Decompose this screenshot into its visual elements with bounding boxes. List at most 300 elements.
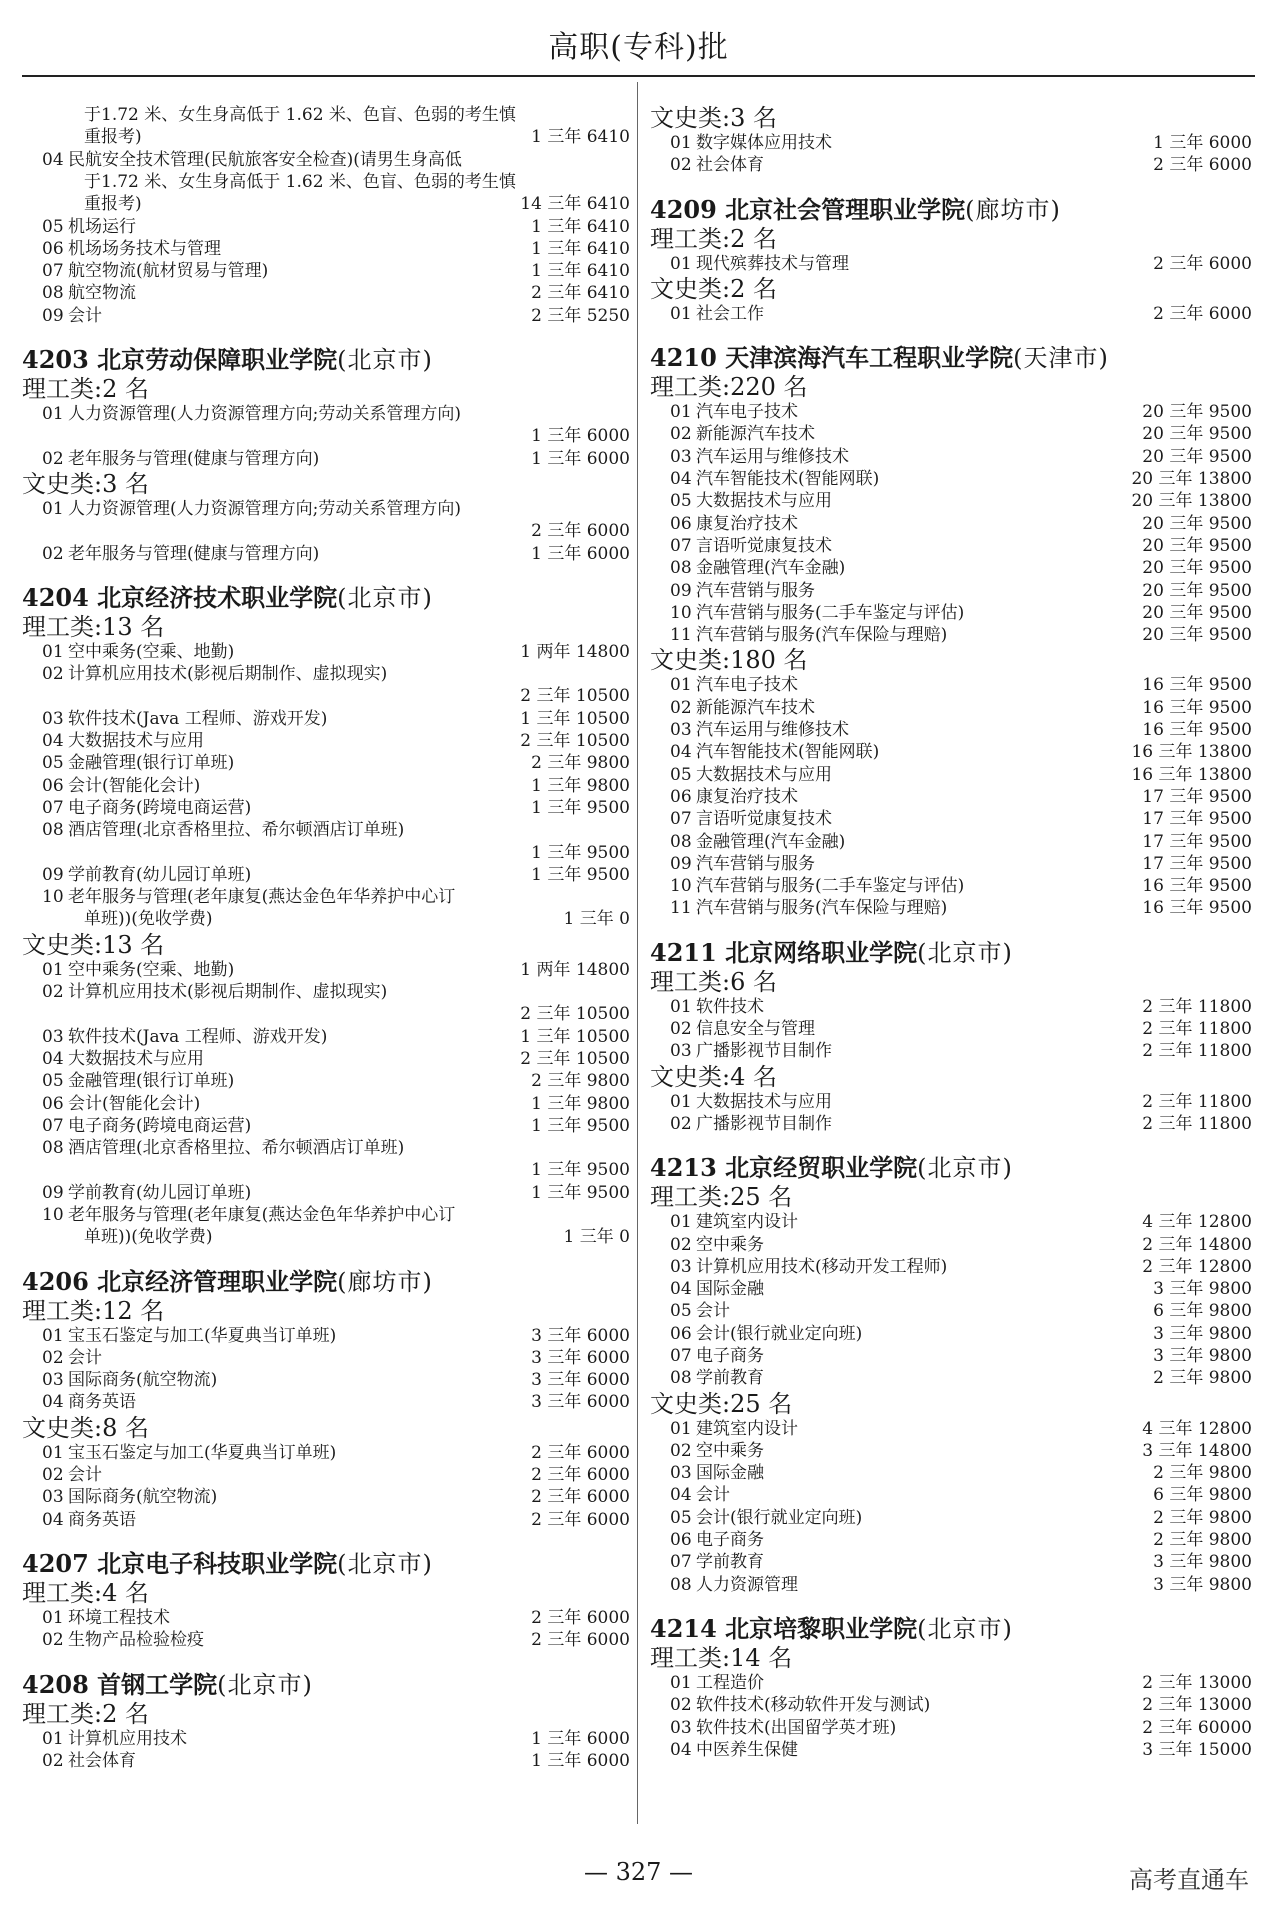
major-plan xyxy=(1153,1484,1252,1506)
study-duration: 三年 xyxy=(547,1487,582,1508)
plan-quantity: 1 xyxy=(531,127,542,148)
major-row xyxy=(650,1234,1252,1256)
tuition-fee: 14800 xyxy=(575,959,630,980)
major-plan xyxy=(531,238,630,260)
major-plan xyxy=(531,1369,630,1391)
tuition-fee: 6000 xyxy=(1208,303,1252,324)
major-code: 08 xyxy=(42,820,64,841)
major-plan xyxy=(1153,303,1252,325)
plan-quantity: 2 xyxy=(1153,303,1164,324)
major-name: 汽车智能技术(智能网联) xyxy=(696,742,880,763)
major-name: 汽车电子技术 xyxy=(696,675,798,696)
plan-quantity: 16 xyxy=(1142,720,1164,741)
major-code: 04 xyxy=(42,1392,64,1413)
major-name: 空中乘务(空乘、地勤) xyxy=(68,641,235,662)
plan-quantity: 2 xyxy=(1153,155,1164,176)
major-name: 金融管理(银行订单班) xyxy=(68,753,235,774)
header-rule xyxy=(22,75,1255,77)
study-duration: 三年 xyxy=(547,1465,582,1486)
major-plan xyxy=(531,282,630,304)
plan-quantity: 1 xyxy=(531,543,542,564)
major-name: 机场运行 xyxy=(68,216,136,237)
study-duration: 三年 xyxy=(547,426,582,447)
institution-code: 4207 xyxy=(22,1548,98,1578)
plan-quantity: 1 xyxy=(531,842,542,863)
major-row xyxy=(22,1750,630,1772)
major-row xyxy=(650,253,1252,275)
institution-heading xyxy=(650,1614,1252,1644)
major-code: 05 xyxy=(670,764,692,785)
major-row xyxy=(650,1323,1252,1345)
major-row xyxy=(650,1462,1252,1484)
major-row xyxy=(650,1091,1252,1113)
major-row xyxy=(22,1442,630,1464)
study-duration: 三年 xyxy=(547,842,582,863)
major-row xyxy=(22,305,630,327)
major-name: 老年服务与管理(老年康复(燕达金色年华养护中心订 xyxy=(68,887,456,908)
major-code: 07 xyxy=(42,261,64,282)
study-duration: 三年 xyxy=(536,708,571,729)
plan-quantity: 14 xyxy=(520,194,542,215)
major-row xyxy=(22,403,630,448)
study-duration: 三年 xyxy=(1169,402,1204,423)
major-name: 汽车智能技术(智能网联) xyxy=(696,469,880,490)
study-duration: 三年 xyxy=(1158,1091,1193,1112)
major-code: 08 xyxy=(670,1368,692,1389)
major-name: 环境工程技术 xyxy=(68,1607,170,1628)
major-plan xyxy=(531,864,630,886)
major-code: 04 xyxy=(42,1048,64,1069)
tuition-fee: 60000 xyxy=(1197,1717,1252,1738)
major-row xyxy=(650,1367,1252,1389)
major-row xyxy=(650,996,1252,1018)
tuition-fee: 6000 xyxy=(586,1728,630,1749)
tuition-fee: 9500 xyxy=(1208,853,1252,874)
tuition-fee: 0 xyxy=(619,1227,630,1248)
major-plan xyxy=(1142,1717,1252,1739)
study-duration: 三年 xyxy=(1169,625,1204,646)
plan-quantity: 1 xyxy=(563,1227,575,1248)
plan-quantity: 2 xyxy=(1153,1463,1164,1484)
plan-quantity: 2 xyxy=(531,753,542,774)
tuition-fee: 9800 xyxy=(1208,1368,1252,1389)
major-name: 计算机应用技术 xyxy=(68,1728,187,1749)
major-plan xyxy=(531,1629,630,1651)
institution-heading xyxy=(22,1549,630,1579)
tuition-fee: 10500 xyxy=(575,1048,630,1069)
institution-code: 4209 xyxy=(650,194,726,224)
major-name: 汽车营销与服务 xyxy=(696,580,815,601)
plan-quantity: 20 xyxy=(1142,558,1164,579)
major-row xyxy=(650,1574,1252,1596)
tuition-fee: 14800 xyxy=(1197,1440,1252,1461)
tuition-fee: 9500 xyxy=(1208,898,1252,919)
major-code: 02 xyxy=(42,1750,64,1771)
institution-code: 4208 xyxy=(22,1669,98,1699)
major-name: 康复治疗技术 xyxy=(696,513,798,534)
institution-city: (北京市) xyxy=(337,1549,433,1578)
major-code: 01 xyxy=(670,303,692,324)
major-plan xyxy=(1142,423,1252,445)
category-heading: 理工类:12 名 xyxy=(22,1296,165,1325)
category-heading: 理工类:2 名 xyxy=(22,1699,149,1728)
institution-heading xyxy=(22,1670,630,1700)
major-plan xyxy=(531,1159,630,1181)
major-plan xyxy=(531,1070,630,1092)
major-code: 03 xyxy=(670,1041,692,1062)
category-heading: 理工类:2 名 xyxy=(22,375,149,404)
major-name: 机场场务技术与管理 xyxy=(68,238,221,259)
major-name: 电子商务 xyxy=(696,1345,764,1366)
study-duration: 三年 xyxy=(1158,764,1193,785)
major-row xyxy=(650,1040,1252,1062)
major-name: 软件技术(移动软件开发与测试) xyxy=(696,1695,931,1716)
major-code: 01 xyxy=(42,1607,64,1628)
tuition-fee: 9500 xyxy=(1208,446,1252,467)
plan-quantity: 2 xyxy=(531,1071,542,1092)
institution-city: (北京市) xyxy=(917,1154,1013,1183)
tuition-fee: 6000 xyxy=(586,426,630,447)
institution-heading xyxy=(22,345,630,375)
major-plan xyxy=(531,775,630,797)
study-duration: 三年 xyxy=(1169,253,1204,274)
major-code: 04 xyxy=(42,731,64,752)
tuition-fee: 14800 xyxy=(1197,1234,1252,1255)
major-row xyxy=(22,1486,630,1508)
major-code: 01 xyxy=(670,996,692,1017)
tuition-fee: 9500 xyxy=(1208,720,1252,741)
major-name: 航空物流(航材贸易与管理) xyxy=(68,261,269,282)
major-name: 新能源汽车技术 xyxy=(696,424,815,445)
major-plan xyxy=(564,1226,630,1248)
page-title: 高职(专科)批 xyxy=(548,30,729,65)
major-row xyxy=(650,674,1252,696)
study-duration: 三年 xyxy=(1169,1485,1204,1506)
plan-quantity: 20 xyxy=(1142,602,1164,623)
study-duration: 三年 xyxy=(547,283,582,304)
study-duration: 三年 xyxy=(579,909,614,930)
study-duration: 两年 xyxy=(536,959,571,980)
major-plan xyxy=(1153,253,1252,275)
tuition-fee: 6000 xyxy=(586,543,630,564)
major-name: 社会体育 xyxy=(696,155,764,176)
major-plan xyxy=(531,1509,630,1531)
tuition-fee: 9500 xyxy=(586,797,630,818)
plan-quantity: 2 xyxy=(531,283,542,304)
major-name: 汽车营销与服务(二手车鉴定与评估) xyxy=(696,876,965,897)
right-column xyxy=(650,104,1252,1761)
major-row xyxy=(22,752,630,774)
tuition-fee: 9800 xyxy=(1208,1279,1252,1300)
plan-quantity: 4 xyxy=(1142,1418,1154,1439)
plan-quantity: 2 xyxy=(531,1607,542,1628)
major-code: 01 xyxy=(670,253,692,274)
major-row xyxy=(22,104,630,149)
institution-heading xyxy=(22,583,630,613)
major-name: 软件技术(出国留学英才班) xyxy=(696,1717,897,1738)
brand-watermark: 高考直通车 xyxy=(1129,1866,1249,1894)
major-row xyxy=(650,1529,1252,1551)
major-name-continued: 单班))(免收学费) xyxy=(84,1227,213,1248)
major-row xyxy=(22,1070,630,1092)
tuition-fee: 9500 xyxy=(586,1182,630,1203)
study-duration: 三年 xyxy=(536,1004,571,1025)
study-duration: 三年 xyxy=(547,1325,582,1346)
plan-quantity: 2 xyxy=(1153,1507,1164,1528)
study-duration: 三年 xyxy=(547,1509,582,1530)
major-code: 03 xyxy=(670,446,692,467)
major-row xyxy=(22,238,630,260)
study-duration: 三年 xyxy=(1158,996,1193,1017)
major-plan xyxy=(1153,154,1252,176)
major-plan xyxy=(1142,446,1252,468)
major-code: 11 xyxy=(670,898,692,919)
institution-heading xyxy=(22,1267,630,1297)
tuition-fee: 9500 xyxy=(586,1115,630,1136)
tuition-fee: 6000 xyxy=(586,1509,630,1530)
plan-quantity: 17 xyxy=(1142,786,1164,807)
tuition-fee: 9800 xyxy=(1208,1530,1252,1551)
major-name: 商务英语 xyxy=(68,1392,136,1413)
major-code: 03 xyxy=(670,720,692,741)
tuition-fee: 11800 xyxy=(1197,1113,1252,1134)
major-plan xyxy=(1142,1440,1252,1462)
major-plan xyxy=(1142,580,1252,602)
major-code: 01 xyxy=(670,675,692,696)
study-duration: 三年 xyxy=(1158,469,1193,490)
major-row xyxy=(22,260,630,282)
tuition-fee: 10500 xyxy=(575,1026,630,1047)
major-row xyxy=(650,1551,1252,1573)
major-name: 电子商务(跨境电商运营) xyxy=(68,797,252,818)
major-code: 07 xyxy=(670,1345,692,1366)
study-duration: 三年 xyxy=(1158,1440,1193,1461)
major-row xyxy=(650,764,1252,786)
major-plan xyxy=(1142,853,1252,875)
major-plan xyxy=(1153,1462,1252,1484)
major-plan xyxy=(531,1607,630,1629)
major-plan xyxy=(531,797,630,819)
major-name: 民航安全技术管理(民航旅客安全检查)(请男生身高低 xyxy=(68,149,462,170)
study-duration: 三年 xyxy=(547,1607,582,1628)
plan-quantity: 2 xyxy=(531,1509,542,1530)
major-name: 学前教育(幼儿园订单班) xyxy=(68,864,252,885)
study-duration: 三年 xyxy=(547,1442,582,1463)
major-code: 09 xyxy=(42,1182,64,1203)
major-name: 老年服务与管理(老年康复(燕达金色年华养护中心订 xyxy=(68,1204,456,1225)
major-plan xyxy=(531,260,630,282)
plan-quantity: 2 xyxy=(531,521,542,542)
major-code: 01 xyxy=(42,1728,64,1749)
major-name: 会计 xyxy=(68,1347,102,1368)
tuition-fee: 6000 xyxy=(586,1370,630,1391)
major-plan xyxy=(531,1347,630,1369)
major-row xyxy=(650,1418,1252,1440)
tuition-fee: 9500 xyxy=(1208,402,1252,423)
major-code: 08 xyxy=(670,1574,692,1595)
major-plan xyxy=(1153,1278,1252,1300)
tuition-fee: 6000 xyxy=(586,1392,630,1413)
plan-quantity: 20 xyxy=(1142,446,1164,467)
major-name: 汽车运用与维修技术 xyxy=(696,446,849,467)
major-row xyxy=(650,741,1252,763)
plan-quantity: 3 xyxy=(1142,1739,1154,1760)
study-duration: 三年 xyxy=(547,448,582,469)
study-duration: 三年 xyxy=(1169,898,1204,919)
plan-quantity: 16 xyxy=(1131,742,1154,763)
tuition-fee: 9800 xyxy=(1208,1301,1252,1322)
study-duration: 三年 xyxy=(547,521,582,542)
study-duration: 三年 xyxy=(1169,1323,1204,1344)
tuition-fee: 0 xyxy=(619,909,630,930)
plan-quantity: 2 xyxy=(520,1004,532,1025)
major-code: 09 xyxy=(42,305,64,326)
major-row xyxy=(22,1464,630,1486)
institution-code: 4211 xyxy=(650,937,726,967)
plan-quantity: 2 xyxy=(1153,1530,1164,1551)
plan-quantity: 20 xyxy=(1142,402,1164,423)
tuition-fee: 9500 xyxy=(1208,513,1252,534)
major-name: 老年服务与管理(健康与管理方向) xyxy=(68,543,320,564)
major-plan xyxy=(531,305,630,327)
major-plan xyxy=(1153,1574,1252,1596)
major-code: 01 xyxy=(670,1091,692,1112)
major-plan xyxy=(1153,1345,1252,1367)
major-name: 学前教育 xyxy=(696,1552,764,1573)
major-code: 06 xyxy=(670,1323,692,1344)
plan-quantity: 17 xyxy=(1142,809,1164,830)
category-heading: 文史类:8 名 xyxy=(22,1413,149,1442)
plan-quantity: 3 xyxy=(531,1392,542,1413)
plan-quantity: 1 xyxy=(1153,133,1164,153)
major-row xyxy=(650,1256,1252,1278)
major-plan xyxy=(531,1182,630,1204)
institution-city: (廊坊市) xyxy=(337,1267,433,1296)
study-duration: 三年 xyxy=(547,797,582,818)
major-plan xyxy=(520,959,630,981)
major-plan xyxy=(531,1442,630,1464)
major-code: 09 xyxy=(670,853,692,874)
major-plan xyxy=(520,641,630,663)
plan-quantity: 2 xyxy=(1142,1695,1154,1716)
category-heading: 文史类:180 名 xyxy=(650,646,808,675)
major-row xyxy=(650,490,1252,512)
major-name: 会计(银行就业定向班) xyxy=(696,1507,863,1528)
tuition-fee: 6410 xyxy=(586,216,630,237)
tuition-fee: 10500 xyxy=(575,686,630,707)
major-name: 商务英语 xyxy=(68,1509,136,1530)
major-plan xyxy=(520,708,630,730)
study-duration: 三年 xyxy=(1158,1256,1193,1277)
major-name-continued: 重报考) xyxy=(84,194,142,215)
major-name: 电子商务 xyxy=(696,1530,764,1551)
plan-quantity: 20 xyxy=(1142,580,1164,601)
tuition-fee: 9500 xyxy=(586,1160,630,1181)
major-code: 01 xyxy=(670,1212,692,1233)
tuition-fee: 11800 xyxy=(1197,996,1252,1017)
major-code: 05 xyxy=(670,1507,692,1528)
major-name: 广播影视节目制作 xyxy=(696,1041,832,1062)
study-duration: 三年 xyxy=(1169,675,1204,696)
major-row xyxy=(22,1026,630,1048)
category-heading: 理工类:4 名 xyxy=(22,1578,149,1607)
major-code: 02 xyxy=(670,697,692,718)
plan-quantity: 2 xyxy=(520,1048,532,1069)
plan-quantity: 3 xyxy=(531,1370,542,1391)
major-row xyxy=(650,154,1252,176)
major-row xyxy=(22,448,630,470)
tuition-fee: 10500 xyxy=(575,1004,630,1025)
major-row xyxy=(650,132,1252,154)
major-code: 10 xyxy=(42,1204,64,1225)
plan-quantity: 2 xyxy=(1142,1041,1154,1062)
major-plan xyxy=(1131,741,1252,763)
study-duration: 三年 xyxy=(547,1182,582,1203)
tuition-fee: 6000 xyxy=(1208,155,1252,176)
major-name: 汽车运用与维修技术 xyxy=(696,720,849,741)
study-duration: 三年 xyxy=(1169,155,1204,176)
major-code: 05 xyxy=(42,216,64,237)
major-name: 汽车营销与服务(汽车保险与理赔) xyxy=(696,898,948,919)
major-row xyxy=(650,1739,1252,1761)
category-heading: 文史类:2 名 xyxy=(650,274,777,303)
institution-code: 4214 xyxy=(650,1613,726,1643)
major-plan xyxy=(1142,1113,1252,1135)
major-plan xyxy=(520,1048,630,1070)
study-duration: 三年 xyxy=(547,1347,582,1368)
major-row xyxy=(650,1672,1252,1694)
major-row xyxy=(22,1369,630,1391)
tuition-fee: 6410 xyxy=(586,283,630,304)
major-name: 会计 xyxy=(68,1465,102,1486)
category-heading: 理工类:220 名 xyxy=(650,373,808,402)
major-row xyxy=(22,1509,630,1531)
major-row xyxy=(22,216,630,238)
plan-quantity: 2 xyxy=(1142,996,1154,1017)
tuition-fee: 10500 xyxy=(575,731,630,752)
major-code: 02 xyxy=(42,982,64,1003)
tuition-fee: 14800 xyxy=(575,641,630,662)
major-row xyxy=(650,401,1252,423)
study-duration: 三年 xyxy=(1158,1234,1193,1255)
major-plan xyxy=(1131,764,1252,786)
institution-name: 北京经贸职业学院 xyxy=(725,1153,918,1183)
major-name: 酒店管理(北京香格里拉、希尔顿酒店订单班) xyxy=(68,1138,405,1159)
major-row xyxy=(650,697,1252,719)
institution-name: 北京经济技术职业学院 xyxy=(97,582,338,612)
major-code: 08 xyxy=(670,558,692,579)
plan-quantity: 1 xyxy=(520,959,532,980)
tuition-fee: 6000 xyxy=(1208,133,1252,153)
plan-quantity: 3 xyxy=(1153,1345,1164,1366)
major-row xyxy=(22,819,630,864)
major-name-continued: 重报考) xyxy=(84,127,142,148)
major-plan xyxy=(520,1003,630,1025)
plan-quantity: 3 xyxy=(1153,1552,1164,1573)
study-duration: 三年 xyxy=(1169,876,1204,897)
major-plan xyxy=(1142,535,1252,557)
major-code: 07 xyxy=(670,535,692,556)
major-plan xyxy=(531,752,630,774)
plan-quantity: 17 xyxy=(1142,831,1164,852)
major-code: 04 xyxy=(670,1739,692,1760)
major-plan xyxy=(564,908,630,930)
major-row xyxy=(22,1048,630,1070)
major-plan xyxy=(1142,719,1252,741)
major-row xyxy=(650,1507,1252,1529)
study-duration: 三年 xyxy=(1169,535,1204,556)
major-plan xyxy=(1142,875,1252,897)
